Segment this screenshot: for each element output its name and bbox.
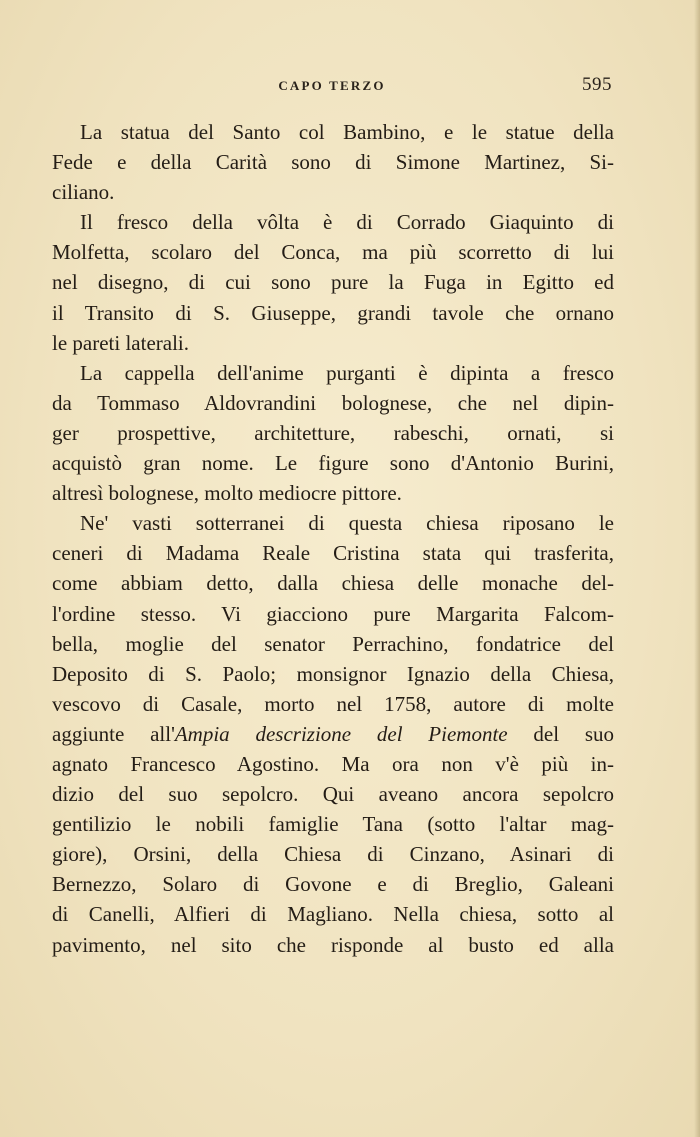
text-line: agnato Francesco Agostino. Ma ora non v'è più in- <box>52 751 614 776</box>
text-line: acquistò gran nome. Le figure sono d'Antonio Burini, <box>52 451 614 476</box>
text-line: Fede e della Carità sono di Simone Martinez, Si- <box>52 150 614 175</box>
page-number: 595 <box>582 74 612 95</box>
text-line: le pareti laterali. <box>52 330 190 355</box>
text-line: La statua del Santo col Bambino, e le statue della <box>80 120 614 144</box>
text-line: ger prospettive, architetture, rabeschi, ornati, si <box>52 420 614 445</box>
text-line: Bernezzo, Solaro di Govone e di Breglio, Galeani <box>52 872 614 897</box>
book-title-italic: Ampia descrizione del Piemonte <box>174 721 508 746</box>
text-line: bella, moglie del senator Perrachino, fondatrice del <box>52 631 614 656</box>
text-line: l'ordine stesso. Vi giacciono pure Margarita Falcom- <box>52 601 614 626</box>
text-line: gentilizio le nobili famiglie Tana (sotto l'altar mag- <box>52 812 614 837</box>
text-line: di Canelli, Alfieri di Magliano. Nella chiesa, sotto al <box>52 902 614 927</box>
text-segment: del suo <box>507 721 614 746</box>
text-line: Il fresco della vôlta è di Corrado Giaquinto di <box>80 210 614 235</box>
text-line: vescovo di Casale, morto nel 1758, autore di molte <box>52 691 614 716</box>
text-line: ciliano. <box>52 180 115 205</box>
text-line: ceneri di Madama Reale Cristina stata qui trasferita, <box>52 541 614 566</box>
text-line: dizio del suo sepolcro. Qui aveano ancora sepolcro <box>52 782 614 807</box>
text-segment: aggiunte all' <box>52 721 175 746</box>
running-head: CAPO TERZO <box>278 78 386 93</box>
text-line: Molfetta, scolaro del Conca, ma più scorretto di lui <box>52 240 614 265</box>
text-line: nel disegno, di cui sono pure la Fuga in Egitto ed <box>52 270 614 295</box>
text-line: da Tommaso Aldovrandini bolognese, che nel dipin- <box>52 390 614 415</box>
page-header <box>52 74 612 102</box>
text-line: giore), Orsini, della Chiesa di Cinzano, Asinari di <box>52 842 614 867</box>
text-line: pavimento, nel sito che risponde al busto ed alla <box>52 932 614 957</box>
text-line: La cappella dell'anime purganti è dipinta a fresco <box>80 360 614 385</box>
text-line: come abbiam detto, dalla chiesa delle monache del- <box>52 571 614 596</box>
text-line: altresì bolognese, molto mediocre pittore. <box>52 481 402 506</box>
body-text <box>52 117 614 960</box>
text-line-with-italic-title <box>52 719 614 749</box>
text-line: il Transito di S. Giuseppe, grandi tavole che ornano <box>52 300 614 325</box>
page-edge-shadow <box>694 0 700 1137</box>
text-line: Deposito di S. Paolo; monsignor Ignazio della Chiesa, <box>52 661 614 686</box>
text-line: Ne' vasti sotterranei di questa chiesa riposano le <box>80 511 614 536</box>
